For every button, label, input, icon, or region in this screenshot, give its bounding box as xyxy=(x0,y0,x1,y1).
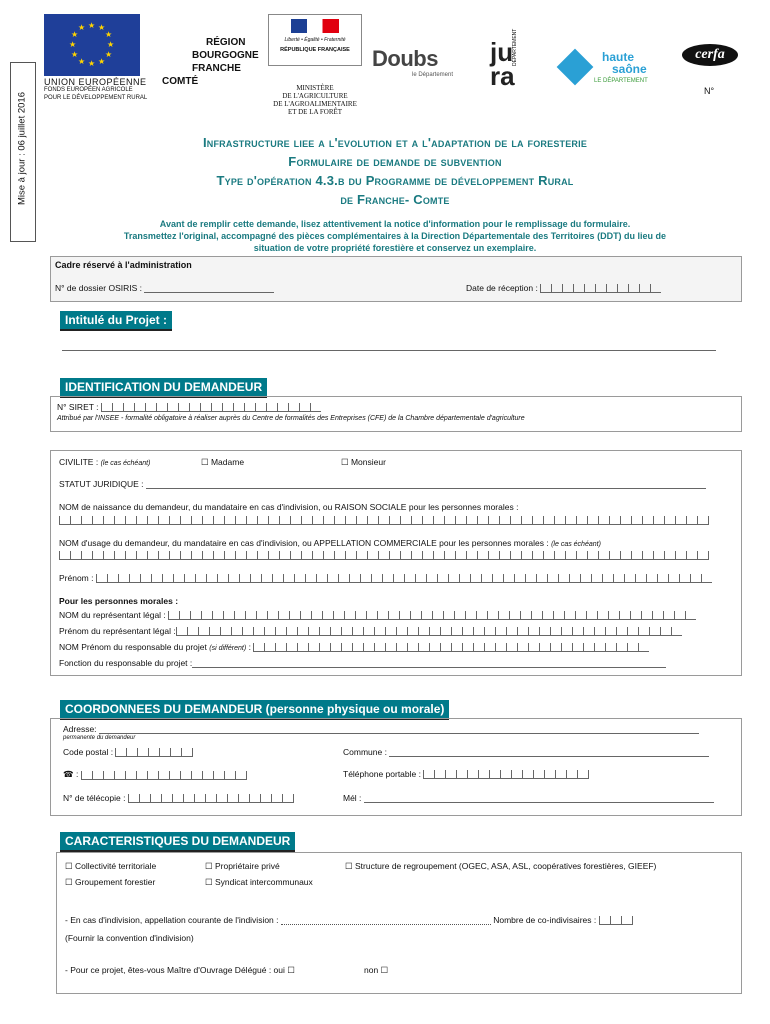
statut-juridique-field[interactable]: STATUT JURIDIQUE : xyxy=(59,479,706,489)
adresse-note: permanente du demandeur xyxy=(63,735,136,741)
nom-usage-label: NOM d'usage du demandeur, du mandataire en cas d'indivision, ou APPELLATION COMMERCIALE pour les personnes morales : (le cas échéant) xyxy=(59,538,601,548)
siret-box xyxy=(50,396,742,432)
pm-nom-field[interactable]: NOM du représentant légal : xyxy=(59,610,696,620)
pm-resp-field[interactable]: NOM Prénom du responsable du projet (si différent) : xyxy=(59,642,649,652)
ministere-logo: Liberté • Égalité • Fraternité RÉPUBLIQUE FRANÇAISE xyxy=(268,14,362,66)
intro-line-3: situation de votre propriété forestière et conservez un exemplaire. xyxy=(253,243,537,253)
siret-note: Attribué par l'INSEE - formalité obligatoire à réaliser auprès du Centre de formalités des Entreprises (CFE) de la Chambre départementale d'agriculture xyxy=(57,415,525,422)
jura-logo: ju ra xyxy=(490,37,515,91)
pm-fonction-field[interactable]: Fonction du responsable du projet : xyxy=(59,658,666,668)
proprietaire-checkbox[interactable]: ☐ Propriétaire privé xyxy=(205,861,280,871)
svg-text:★: ★ xyxy=(105,50,113,59)
intro-line-1: Avant de remplir cette demande, lisez attentivement la notice d'information pour le remplissage du formulaire. xyxy=(159,219,631,229)
moad-oui-checkbox[interactable]: - Pour ce projet, êtes-vous Maître d'Ouvrage Délégué : oui ☐ xyxy=(65,965,295,975)
syndicat-checkbox[interactable]: ☐ Syndicat intercommunaux xyxy=(205,877,313,887)
nom-naissance-input[interactable] xyxy=(59,516,709,525)
svg-text:★: ★ xyxy=(78,23,86,32)
marianne-icon xyxy=(291,19,339,33)
date-reception-field[interactable]: Date de réception : xyxy=(466,283,661,293)
carac-box xyxy=(56,852,742,994)
eu-stars-icon xyxy=(44,14,140,76)
svg-text:★: ★ xyxy=(71,50,79,59)
admin-box xyxy=(50,256,742,302)
update-date-note: Mise à jour : 06 juillet 2016 xyxy=(10,62,36,242)
groupement-checkbox[interactable]: ☐ Groupement forestier xyxy=(65,877,156,887)
prenom-field[interactable]: Prénom : xyxy=(59,573,712,583)
telecopie-field[interactable]: N° de télécopie : xyxy=(63,793,294,803)
adresse-field[interactable]: Adresse: xyxy=(63,724,699,734)
osiris-field[interactable]: N° de dossier OSIRIS : xyxy=(55,283,274,293)
svg-text:★: ★ xyxy=(88,21,96,30)
svg-text:★: ★ xyxy=(98,57,106,66)
portable-field[interactable]: Téléphone portable : xyxy=(343,769,589,779)
title-line-2: Formulaire de demande de subvention xyxy=(288,154,502,169)
madame-checkbox[interactable]: ☐ Madame xyxy=(201,457,245,467)
indivision-field[interactable]: - En cas d'indivision, appellation courante de l'indivision : Nombre de co-indivisaires : xyxy=(65,915,633,925)
svg-text:★: ★ xyxy=(78,57,86,66)
admin-heading: Cadre réservé à l'administration xyxy=(55,260,192,270)
carac-heading: CARACTERISTIQUES DU DEMANDEUR xyxy=(60,832,295,852)
coord-box xyxy=(50,718,742,816)
title-line-1: Infrastructure liee a l'evolution et a l'adaptation de la foresterie xyxy=(202,135,588,150)
pm-prenom-field[interactable]: Prénom du représentant légal : xyxy=(59,626,682,636)
ident-box xyxy=(50,450,742,676)
commune-field[interactable]: Commune : xyxy=(343,747,709,757)
haute-saone-logo: haute saône LE DÉPARTEMENT xyxy=(562,50,658,90)
civilite-label: CIVILITE : (le cas échéant) xyxy=(59,457,151,467)
structure-checkbox[interactable]: ☐ Structure de regroupement (OGEC, ASA, ASL, coopératives forestières, GIEEF) xyxy=(345,861,657,871)
svg-text:★: ★ xyxy=(69,40,77,49)
title-line-3: Type d'opération 4.3.b du Programme de développement Rural xyxy=(216,173,574,188)
monsieur-checkbox[interactable]: ☐ Monsieur xyxy=(341,457,386,467)
ministere-caption: MINISTÈRE DE L'AGRICULTURE DE L'AGROALIMENTAIRE ET DE LA FORÊT xyxy=(273,84,357,116)
ident-heading: IDENTIFICATION DU DEMANDEUR xyxy=(60,378,267,398)
title-line-4: de Franche- Comte xyxy=(340,192,450,207)
pm-heading: Pour les personnes morales : xyxy=(59,596,179,606)
svg-text:★: ★ xyxy=(105,30,113,39)
eu-caption: UNION EUROPÉENNE FONDS EUROPÉEN AGRICOLE POUR LE DÉVELOPPEMENT RURAL xyxy=(44,77,148,101)
svg-text:★: ★ xyxy=(88,59,96,68)
haute-saone-icon xyxy=(557,49,594,86)
telephone-field[interactable]: ☎ : xyxy=(63,769,247,780)
jura-side-text: DÉPARTEMENT xyxy=(512,28,518,66)
projet-heading: Intitulé du Projet : xyxy=(60,311,172,331)
collectivite-checkbox[interactable]: ☐ Collectivité territoriale xyxy=(65,861,157,871)
siret-field[interactable]: N° SIRET : xyxy=(57,402,321,412)
moad-non-checkbox[interactable]: non ☐ xyxy=(364,965,389,975)
nom-naissance-label: NOM de naissance du demandeur, du mandataire en cas d'indivision, ou RAISON SOCIALE pour les personnes morales : xyxy=(59,502,519,512)
mel-field[interactable]: Mél : xyxy=(343,793,714,803)
region-logo: RÉGION BOURGOGNE FRANCHE COMTÉ xyxy=(162,37,259,87)
svg-text:★: ★ xyxy=(71,30,79,39)
code-postal-field[interactable]: Code postal : xyxy=(63,747,193,757)
projet-input[interactable] xyxy=(62,342,716,351)
convention-note: (Fournir la convention d'indivision) xyxy=(65,933,194,943)
cerfa-number: N° xyxy=(704,86,715,96)
intro-line-2: Transmettez l'original, accompagné des pièces complémentaires à la Direction Départementale des Territoires (DDT) du lieu de xyxy=(123,231,667,241)
svg-text:★: ★ xyxy=(107,40,115,49)
eu-logo xyxy=(44,14,140,76)
doubs-logo: Doubs le Département xyxy=(372,46,454,78)
cerfa-logo: cerfa xyxy=(682,44,738,66)
svg-text:★: ★ xyxy=(98,23,106,32)
nom-usage-input[interactable] xyxy=(59,551,709,560)
coord-heading: COORDONNEES DU DEMANDEUR (personne physique ou morale) xyxy=(60,700,449,720)
